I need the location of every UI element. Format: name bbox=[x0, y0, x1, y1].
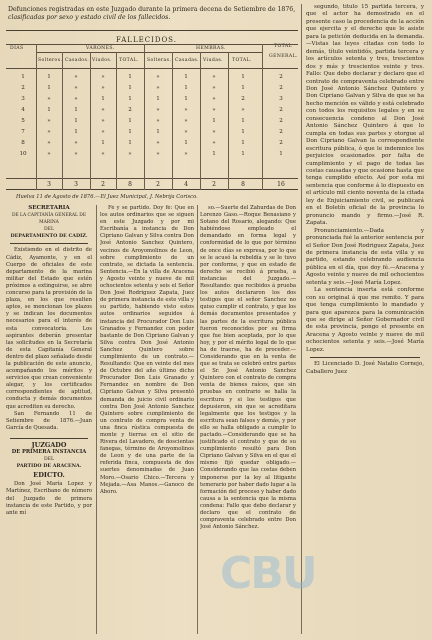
table-row bbox=[6, 118, 298, 127]
table-cell: » bbox=[156, 118, 160, 124]
table-cell: 1 bbox=[74, 107, 78, 113]
total-cell: 3 bbox=[74, 181, 78, 188]
table-cell: » bbox=[156, 107, 160, 113]
table-cell: » bbox=[212, 96, 216, 102]
deaths-table bbox=[6, 30, 298, 200]
table-cell: 1 bbox=[74, 129, 78, 135]
table-cell: » bbox=[184, 151, 188, 157]
table-cell: » bbox=[47, 118, 51, 124]
caption-line-2: clasificadas por sexo y estado civil de los fallecidos. bbox=[8, 14, 171, 21]
totals-row bbox=[6, 181, 298, 190]
sentence-text-c: segundo, título 15 partida tercera, y que el actor ha demostrado en el presente caso la procedencia de la acción que ejercita y el derecho que le asiste para la petición deducida en la demanda.—Vistas las leyes citadas con todo lo demás, título veintidós, partida tercera y los artículos setenta y tres, trescientos dos y más y trescientos veinte y tres. Fallo: Que debo declarar y declaro que el contrato de compraventa celebrado entre Don José Antonio Sánchez Quintero y Don Cipriano Galvan y Silva de que se ha hecho mención es válido y está celebrado con todos los requisitos legales y en su consecuencia condeno al Don José Antonio Sánchez Quintero á que lo cumpla en todas sus partes y otorgue al Don Cipriano Galvan la correspondiente escritura pública, ó que le indemnice los perjuicios ocasionados por falta de cumplimiento y el pago de todas las costas causadas y que ocasione hasta que tenga cumplido efecto. Así por esta mi sentencia que conforme á lo dispuesto en el artículo mil ciento noventa de la citada ley de Enjuiciamiento civil, se publicará en el Boletín oficial de la provincia lo pronuncio mando y firmo.—José R. Zapata. bbox=[306, 4, 424, 227]
table-cell: » bbox=[74, 96, 78, 102]
table-cell: 1 bbox=[47, 107, 51, 113]
concuerda-text: La sentencia inserta está conforme con su original á que me remito. Y para que tenga cumplimiento lo mandado y para que aparezca para la comunicación que se dirige al Señor Gobernador civil de esta provincia, pongo el presente en Aracena y Agosto veinte y nueve de mil ochocientos setenta y seis.—José María Lopez. bbox=[306, 287, 424, 353]
table-row bbox=[6, 74, 298, 83]
total-cell: 2 bbox=[101, 181, 105, 188]
table-cell: » bbox=[101, 107, 105, 113]
table-cell: 10 bbox=[19, 151, 27, 157]
table-row bbox=[6, 107, 298, 116]
total-cell: 8 bbox=[128, 181, 132, 188]
table-cell: 2 bbox=[279, 129, 283, 135]
table-cell: » bbox=[184, 107, 188, 113]
table-cell: 1 bbox=[128, 85, 132, 91]
table-cell: » bbox=[212, 107, 216, 113]
table-row bbox=[6, 151, 298, 160]
library-watermark: CBU bbox=[220, 548, 316, 599]
table-cell: » bbox=[101, 74, 105, 80]
hembras-header: HEMBRAS. bbox=[196, 46, 226, 51]
table-cell: 1 bbox=[128, 129, 132, 135]
table-cell: 1 bbox=[212, 118, 216, 124]
table-cell: 3 bbox=[21, 96, 25, 102]
table-caption bbox=[8, 6, 296, 22]
table-cell: 1 bbox=[241, 140, 245, 146]
table-row bbox=[6, 129, 298, 138]
table-cell: 7 bbox=[21, 129, 25, 135]
table-cell: 1 bbox=[156, 129, 160, 135]
table-row bbox=[6, 140, 298, 149]
edicto-body: Don José María Lopez y Martínez, Escribano de número del Juzgado de primera instancia de este Partido, y por ante mí bbox=[6, 481, 92, 516]
table-cell: » bbox=[47, 96, 51, 102]
table-cell: » bbox=[128, 151, 132, 157]
column-4 bbox=[306, 4, 424, 636]
table-cell: » bbox=[156, 85, 160, 91]
table-cell: 5 bbox=[21, 118, 25, 124]
total-cell: 2 bbox=[156, 181, 160, 188]
table-cell: » bbox=[47, 140, 51, 146]
column-2 bbox=[100, 205, 194, 637]
table-cell: 8 bbox=[21, 140, 25, 146]
table-cell: 1 bbox=[128, 140, 132, 146]
total-cell: 3 bbox=[47, 181, 51, 188]
table-cell: 2 bbox=[279, 107, 283, 113]
column-header: Casadas. bbox=[175, 58, 200, 63]
total-cell: 4 bbox=[184, 181, 188, 188]
table-cell: » bbox=[47, 151, 51, 157]
secretaria-date: San Fernando 11 de Setiembre de 1876.—Juan García de Quesada. bbox=[6, 410, 92, 431]
table-row bbox=[6, 96, 298, 105]
table-cell: » bbox=[184, 129, 188, 135]
table-cell: 1 bbox=[74, 118, 78, 124]
section-sub: DE LA CAPITANÍA GENERAL DE MARINA bbox=[11, 213, 87, 226]
table-cell: 1 bbox=[184, 74, 188, 80]
table-cell: 1 bbox=[128, 96, 132, 102]
column-header: Solteras. bbox=[147, 58, 172, 63]
table-cell: 1 bbox=[128, 74, 132, 80]
table-cell: » bbox=[156, 74, 160, 80]
table-cell: 1 bbox=[184, 96, 188, 102]
table-cell: » bbox=[156, 151, 160, 157]
table-cell: 1 bbox=[241, 151, 245, 157]
table-cell: » bbox=[101, 129, 105, 135]
table-cell: 1 bbox=[279, 151, 283, 157]
table-cell: 1 bbox=[241, 129, 245, 135]
table-title: FALLECIDOS. bbox=[116, 36, 177, 44]
table-cell: » bbox=[101, 151, 105, 157]
column-header: Casados. bbox=[65, 58, 90, 63]
sentence-text-b: so.—Suerte del Zahurdas de Don Lorenzo Gaso.—Roque Benasiano y Sotano del Rosario, alegando: Que habiéndose empleado el demandado en forma legal y conformidad de lo que por término de once días se expresa, por lo que se le acusó la rebeldía y se le tuvo por conforme, y que en estado de derecho se recibió á prueba, a instancias del Juzgado.—Resultando: que recibidos á prueba los autos declararon los dos testigos que el señor Sanchez no quiso cumplir el contrato, y que los demás documentos presentados y las partes de la escritura pública fueron reconocidos por su firma que fue bien aceptada, por lo que hoy, y por el mérito legal de lo que ha de traerse, ha de proceder.—Considerando que en la venta de que se trata se celebró entre partes el Sr. José Antonio Sanchez Quintero con el contrato de compra venta de bienes raíces, que sin pruebas en contrario se halla la escritura y si los testigos que depusieron, sin que se acreditara legalmente que los testigos y la escritura sean falsos y demás, y por ello se halla obligado a cumplir lo pactado.—Considerando que se ha justificado el contrato y que de su cumplimiento resultó para Don Cipriano Galvan y Silva en el que el mismo fijó quedar obligado.—Considerando que las costas deben imponerse por la ley al litigante temerario por haber dado lugar a la formación del proceso y haber dado causa a la sentencia que la misma condena: Fallo que debo declarar y declaro que el contrato de compraventa celebrado entre Don José Antonio Sánchez. bbox=[200, 205, 296, 531]
table-cell: 1 bbox=[128, 118, 132, 124]
table-cell: » bbox=[184, 118, 188, 124]
column-header: Viudos. bbox=[92, 58, 112, 63]
table-cell: 3 bbox=[279, 96, 283, 102]
table-cell: 2 bbox=[128, 107, 132, 113]
column-header: TOTAL. bbox=[119, 58, 139, 63]
table-signature: Huelva 11 de Agosto de 1876.—El Juez Municipal, J. Nebrija Corisco. bbox=[16, 194, 198, 200]
table-cell: 4 bbox=[21, 107, 25, 113]
total-cell: 16 bbox=[277, 181, 285, 188]
table-cell: 1 bbox=[241, 74, 245, 80]
table-cell: » bbox=[101, 118, 105, 124]
column-header: Solteros. bbox=[38, 58, 63, 63]
signature-line: El Licenciado D. José Natalio Cornejo, Caballero Juez bbox=[306, 361, 424, 375]
total-cell: 8 bbox=[241, 181, 245, 188]
section-title-juzgado: JUZGADO bbox=[31, 440, 67, 449]
pronunciamiento-text: Pronunciamiento.—Dada y pronunciada fué la anterior sentencia por el Señor Don José Rodriguez Zapata, Juez de primera instancia de esta villa y su partido, estando celebrando audiencia pública en el día, que doy fé.—Aracena y Agosto veinte y nueve de mil ochocientos setenta y seis.—José María Lopez. bbox=[306, 227, 424, 286]
table-cell: » bbox=[74, 140, 78, 146]
table-cell: 2 bbox=[241, 96, 245, 102]
table-cell: 2 bbox=[279, 85, 283, 91]
table-cell: 1 bbox=[101, 96, 105, 102]
table-cell: » bbox=[212, 129, 216, 135]
table-cell: 1 bbox=[101, 140, 105, 146]
juzgado-sub: DE PRIMERA INSTANCIA bbox=[11, 449, 87, 455]
table-cell: » bbox=[241, 107, 245, 113]
table-cell: 2 bbox=[279, 118, 283, 124]
varones-header: VARONES. bbox=[86, 46, 115, 51]
column-header: TOTAL. bbox=[232, 58, 252, 63]
column-1 bbox=[6, 205, 92, 637]
table-cell: 1 bbox=[156, 96, 160, 102]
edicto-title: EDICTO. bbox=[33, 471, 65, 480]
juzgado-sub2: DEL bbox=[43, 457, 55, 463]
caption-line-1: Defunciones registradas en este Juzgado durante la primera decena de Setiembre de 1876, bbox=[8, 6, 296, 13]
table-cell: 1 bbox=[184, 140, 188, 146]
table-cell: 2 bbox=[279, 74, 283, 80]
dias-header: DIAS bbox=[10, 46, 24, 51]
table-cell: 1 bbox=[21, 74, 25, 80]
table-cell: 2 bbox=[21, 85, 25, 91]
section-title-secretaria: SECRETARÍA bbox=[28, 205, 70, 211]
table-cell: » bbox=[101, 85, 105, 91]
table-cell: » bbox=[212, 74, 216, 80]
sentence-text-a: Fé y se partido. Doy fé: Que en los autos ordinarios que se siguen en este Juzgado y por mi Escribanía a instancia de Don Cipriano Galvan y Silva contra Don José Antonio Sanchez Quintero, vecinos de Aroyomolinos de Leon, sobre cumplimiento de un contrato, se dictada la sentencia. Sentencia.—En la villa de Aracena y Agosto veinte y nueve de mil ochocientos setenta y seis el Señor Don José Rodriguez Zapata, Juez de primera instancia de este villa y su partido, habiendo visto estos autos ordinarios seguidos á instancia del Procurador Don Luis Granados y Fernandez con poder bastante de Don Cipriano Galvan y Silva contra Don José Antonio Sanchez Quintero sobre cumplimiento de un contrato.—Resultando: Que en veinte del mes de Octubre del año último dicho Procurador Don Luis Granado y Fernandez en nombre de Don Cipriano Galvan y Silva presentó demanda de juicio civil ordinario contra Don José Antonio Sanchez Quintero sobre cumplimiento de un contrato de compra venta de una finca rústica compuesta de monte y tierras en el sitio de Rivera del Lavadero, de doscientas fanegas, término de Aroyomolinos de Leon y de una parte de la referida finca, compuesta de dos suertes denominadas de Juan Moro.—Osario Chico.—Tercera y Mejada.—Asa Manos.—Ganoco de Aboro. bbox=[100, 205, 194, 495]
table-cell: 1 bbox=[241, 118, 245, 124]
table-cell: 1 bbox=[241, 85, 245, 91]
section-sub3: DEPARTAMENTO DE CADIZ. bbox=[10, 233, 88, 240]
table-cell: » bbox=[74, 151, 78, 157]
column-header: Viudas. bbox=[203, 58, 223, 63]
table-row bbox=[6, 85, 298, 94]
total-cell: 2 bbox=[212, 181, 216, 188]
table-cell: 1 bbox=[184, 85, 188, 91]
table-cell: 1 bbox=[47, 74, 51, 80]
table-cell: » bbox=[156, 140, 160, 146]
table-cell: 2 bbox=[279, 140, 283, 146]
table-cell: 1 bbox=[47, 85, 51, 91]
secretaria-body: Existiendo en el distrito de Cádiz, Ayamonte, y en el Cuerpo de oficiales de este departamento de la marina militar del Estado que estén próximos a extinguirse, se abre concurso para la provisión de la plaza, en los que resulten aptos, se mencionan los plazos y se indican los documentos necesarios para el interés de esta convocatoria. Los aspirantes deberán presentar las solicitudes en la Secretaría de esta Capitanía General dentro del plazo señalado desde la publicación de este anuncio, acompañando los méritos y servicios que crean conveniente alegar, y los certificados correspondientes de aptitud, conducta y demás documentos que acrediten su derecho. bbox=[6, 247, 92, 410]
table-cell: 1 bbox=[212, 151, 216, 157]
table-cell: » bbox=[212, 85, 216, 91]
total-header: TOTAL bbox=[274, 44, 293, 49]
general-header: GENERAL. bbox=[269, 54, 298, 59]
section-sub2: DEL bbox=[43, 227, 55, 233]
juzgado-sub3: PARTIDO DE ARACENA. bbox=[16, 463, 82, 470]
table-cell: » bbox=[74, 85, 78, 91]
table-cell: » bbox=[212, 140, 216, 146]
table-cell: » bbox=[47, 129, 51, 135]
table-cell: » bbox=[74, 74, 78, 80]
